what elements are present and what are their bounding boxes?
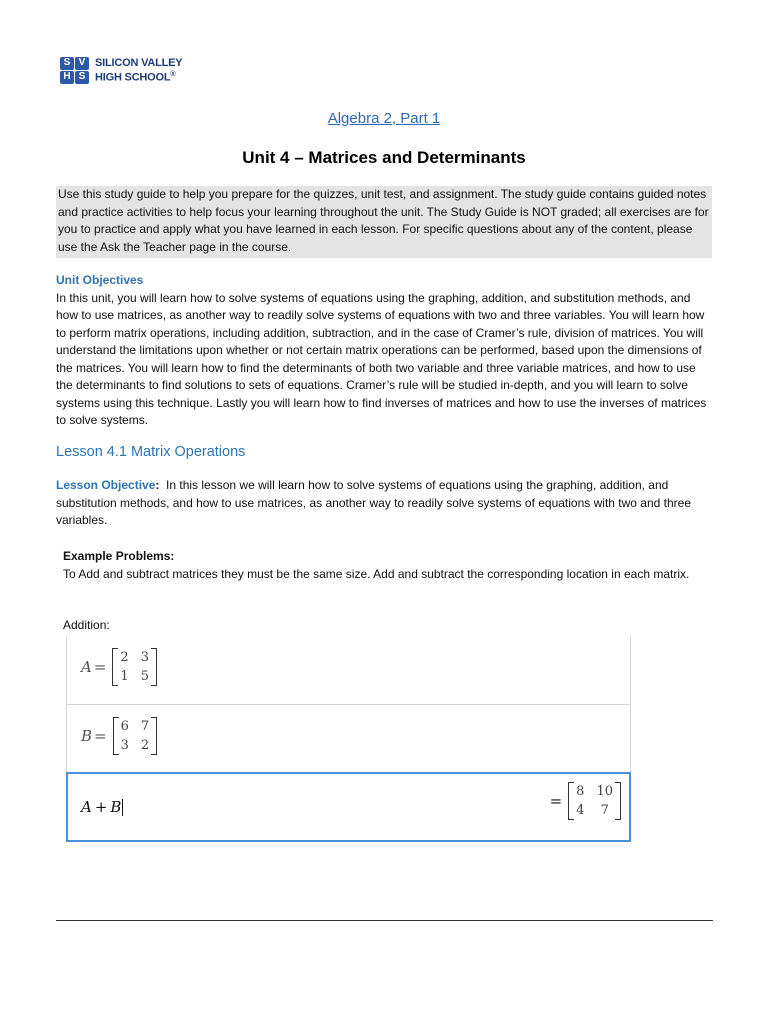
lesson-objective-colon: : bbox=[155, 478, 160, 492]
course-link[interactable]: Algebra 2, Part 1 bbox=[327, 110, 441, 127]
lesson-objective bbox=[56, 477, 714, 530]
unit-objectives-label: Unit Objectives bbox=[56, 273, 144, 287]
example-problems-text: To Add and subtract matrices they must be the same size. Add and subtract the corresponding location in each matrix. bbox=[63, 566, 690, 581]
matrix-cell: 4 bbox=[576, 803, 585, 818]
variable-a: A bbox=[81, 798, 92, 816]
logo-letter: H bbox=[60, 71, 74, 84]
logo-letter: V bbox=[75, 57, 89, 70]
footer-divider bbox=[56, 920, 713, 921]
logo-text bbox=[95, 57, 182, 84]
unit-objectives-text: In this unit, you will learn how to solve systems of equations using the graphing, addition, and substitution methods, and how to use matrices, as another way to readily solve systems of equations with two and three variables. You will learn how to perform matrix operations, including addition, subtraction, and in the case of Cramer’s rule, division of matrices. You will understand the limitations upon whether or not certain matrix operations can be performed, based upon the dimensions of the matrices. You will learn how to find the determinants of both two variable and three variable matrices, and how to use the determinants to find solutions to sets of equations. Cramer’s rule will be studied in-depth, and you will learn to solve systems using this technique. Lastly you will learn how to find inverses of matrices and how to use the inverses of matrices to solve systems. bbox=[56, 290, 707, 427]
calculator-row-sum[interactable] bbox=[66, 772, 631, 842]
addition-label: Addition: bbox=[63, 618, 110, 632]
school-logo bbox=[60, 55, 182, 85]
calculator-row-b[interactable] bbox=[67, 705, 630, 773]
calculator-row-a[interactable] bbox=[67, 636, 630, 705]
equals-sign: = bbox=[93, 658, 107, 676]
lesson-objective-label: Lesson Objective bbox=[56, 478, 156, 492]
expression-a bbox=[81, 648, 157, 686]
matrix-cell: 2 bbox=[140, 738, 150, 753]
sum-result bbox=[550, 782, 621, 820]
matrix-cell: 7 bbox=[140, 719, 150, 734]
plus-sign: + bbox=[94, 798, 108, 816]
matrix-a bbox=[112, 648, 157, 686]
text-cursor bbox=[122, 799, 123, 816]
unit-objectives bbox=[56, 272, 714, 430]
intro-text: Use this study guide to help you prepare for the quizzes, unit test, and assignment. The study guide contains guided notes and practice activities to help focus your learning throughout the unit. The Study Guide is NOT graded; all exercises are for you to practice and apply what you have learned in each lesson. For specific questions about any of the content, please use the Ask the Teacher page in the course. bbox=[58, 187, 709, 254]
matrix-cell: 5 bbox=[140, 669, 149, 684]
variable-b: B bbox=[110, 798, 122, 816]
matrix-cell: 6 bbox=[120, 719, 129, 734]
example-problems bbox=[63, 548, 713, 583]
expression-b bbox=[81, 717, 157, 755]
unit-title: Unit 4 – Matrices and Determinants bbox=[242, 148, 526, 167]
lesson-heading: Lesson 4.1 Matrix Operations bbox=[56, 444, 246, 460]
logo-letter: S bbox=[75, 71, 89, 84]
registered-mark: ® bbox=[170, 70, 176, 78]
sum-expression-input[interactable] bbox=[81, 798, 123, 816]
logo-line-2: HIGH SCHOOL bbox=[95, 71, 171, 84]
matrix-cell: 7 bbox=[600, 803, 609, 818]
matrix-cell: 3 bbox=[120, 738, 129, 753]
equals-sign: = bbox=[549, 792, 563, 810]
matrix-cell: 8 bbox=[576, 784, 585, 799]
intro-box bbox=[56, 186, 712, 258]
variable-b: B bbox=[81, 727, 93, 745]
matrix-sum bbox=[568, 782, 621, 820]
logo-line-1: SILICON VALLEY bbox=[95, 56, 183, 69]
matrix-cell: 1 bbox=[120, 669, 129, 684]
matrix-cell: 10 bbox=[596, 784, 613, 799]
lesson-objective-text: In this lesson we will learn how to solve systems of equations using the graphing, addition, and substitution methods, and how to use matrices, as another way to readily solve systems of equations with two and three variables. bbox=[56, 478, 695, 527]
matrix-calculator bbox=[66, 636, 631, 841]
equals-sign: = bbox=[94, 727, 107, 745]
matrix-cell: 3 bbox=[140, 650, 149, 665]
variable-a: A bbox=[81, 658, 92, 676]
matrix-b bbox=[113, 717, 158, 755]
logo-letter: S bbox=[60, 57, 74, 70]
logo-mark bbox=[60, 57, 89, 84]
example-problems-heading: Example Problems: bbox=[63, 549, 175, 563]
matrix-cell: 2 bbox=[120, 650, 129, 665]
